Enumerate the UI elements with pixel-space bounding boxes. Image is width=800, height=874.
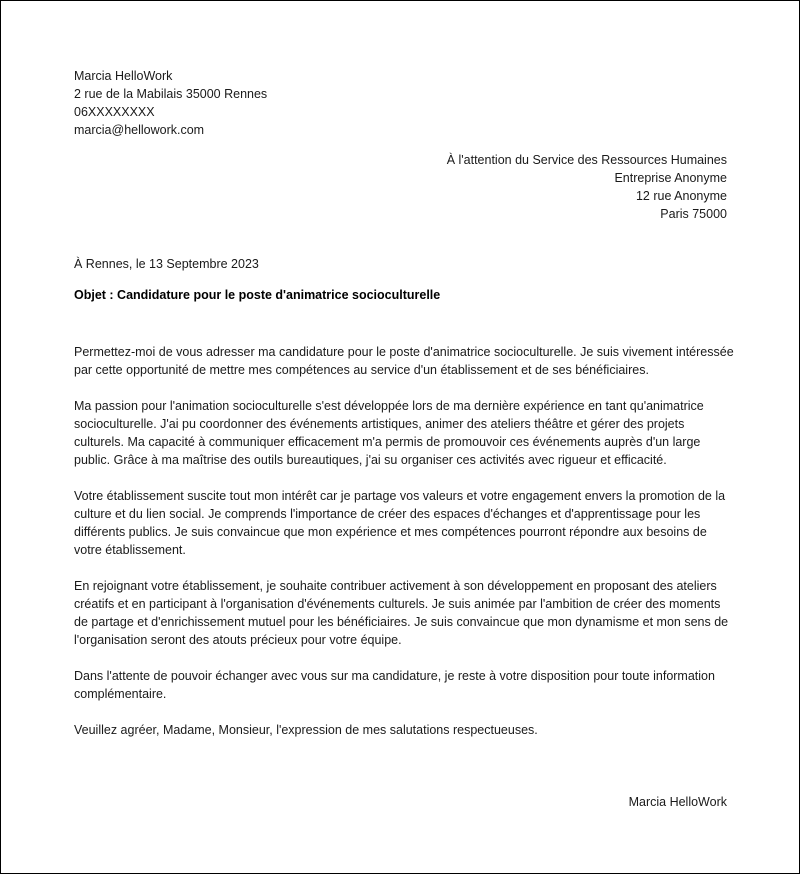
paragraph-introduction: Permettez-moi de vous adresser ma candidature pour le poste d'animatrice socioculturelle. Je suis vivement intéressée par cette opportunité de mettre mes compétences au service d'un établissement et de ses bénéficiaires. (74, 345, 734, 377)
recipient-company: Entreprise Anonyme (614, 171, 727, 185)
recipient-street: 12 rue Anonyme (635, 189, 727, 203)
recipient-block (447, 151, 727, 223)
recipient-city: Paris 75000 (660, 207, 727, 221)
paragraph-closing: Veuillez agréer, Madame, Monsieur, l'expression de mes salutations respectueuses. (74, 723, 538, 737)
signature: Marcia HelloWork (628, 795, 727, 809)
sender-phone: 06XXXXXXXX (74, 105, 155, 119)
date-line: À Rennes, le 13 Septembre 2023 (74, 257, 259, 271)
letter-body (74, 343, 734, 757)
recipient-attention: À l'attention du Service des Ressources Humaines (446, 153, 727, 167)
sender-email: marcia@hellowork.com (74, 123, 205, 137)
subject-line: Objet : Candidature pour le poste d'animatrice socioculturelle (74, 288, 441, 302)
sender-address: 2 rue de la Mabilais 35000 Rennes (74, 87, 268, 101)
paragraph-motivation: Votre établissement suscite tout mon intérêt car je partage vos valeurs et votre engagement envers la promotion de la culture et du lien social. Je comprends l'importance de créer des espaces d'échanges et d'apprentissage pour les différents publics. Je suis convaincue que mon expérience et mes compétences pourront répondre aux besoins de votre établissement. (74, 489, 726, 557)
paragraph-experience: Ma passion pour l'animation socioculturelle s'est développée lors de ma dernière expérience en tant qu'animatrice socioculturelle. J'ai pu coordonner des événements artistiques, animer des ateliers théâtre et gérer des projets culturels. Ma capacité à communiquer efficacement m'a permis de promouvoir ces événements auprès d'un large public. Grâce à ma maîtrise des outils bureautiques, j'ai su organiser ces activités avec rigueur et efficacité. (74, 399, 704, 467)
sender-name: Marcia HelloWork (74, 69, 173, 83)
paragraph-availability: Dans l'attente de pouvoir échanger avec vous sur ma candidature, je reste à votre disposition pour toute information complémentaire. (74, 669, 715, 701)
paragraph-contribution: En rejoignant votre établissement, je souhaite contribuer activement à son développement en proposant des ateliers créatifs et en participant à l'organisation d'événements culturels. Je suis animée par l'ambition de créer des moments de partage et d'enrichissement mutuel pour les bénéficiaires. Je suis convaincue que mon dynamisme et mon sens de l'organisation seront des atouts précieux pour votre équipe. (74, 579, 729, 647)
sender-block (74, 67, 267, 139)
